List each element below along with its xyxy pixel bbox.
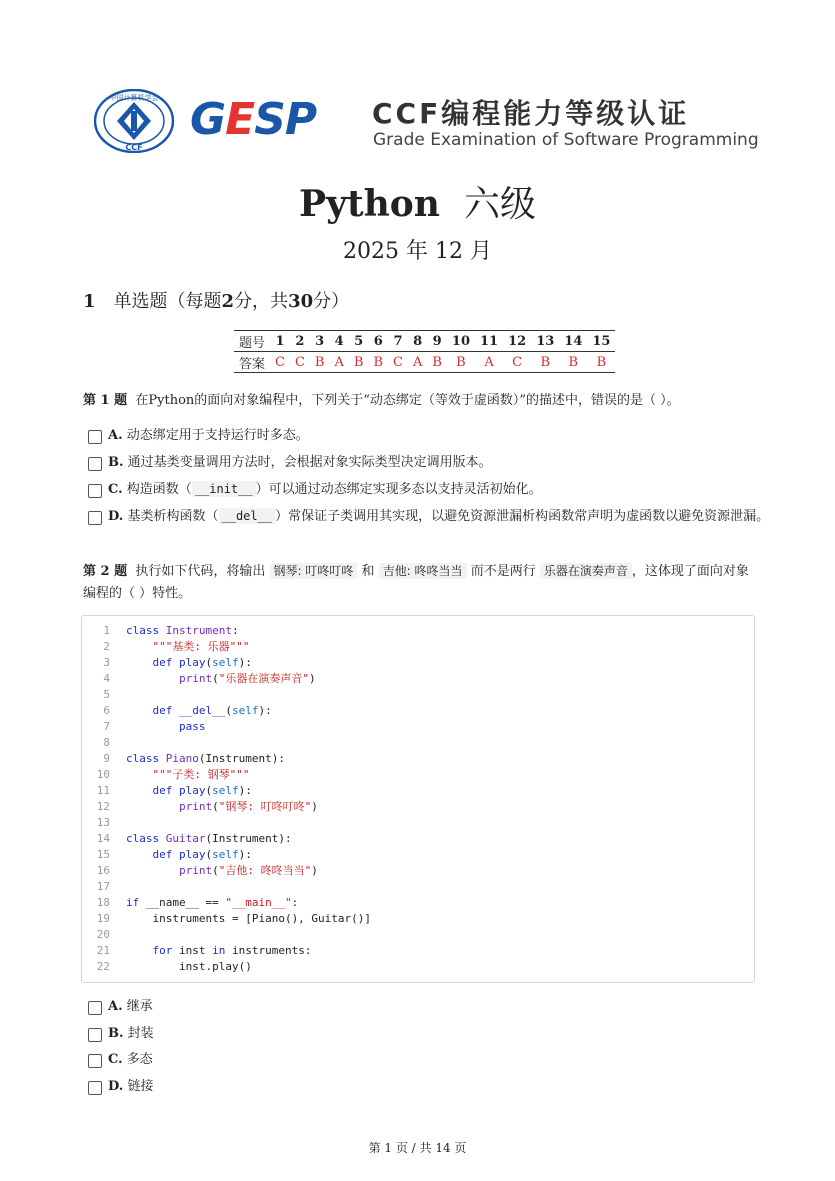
code-text: print("乐器在演奏声音") [178,672,316,685]
answer-table-num-cell: 12 [503,331,531,352]
code-line [82,783,754,799]
answer-table-ans-cell: B [368,352,388,373]
q2-option-b[interactable]: B. 封装 [88,1023,776,1044]
answer-table-num-cell: 6 [368,331,388,352]
code-line [82,879,754,895]
svg-text:CCF: CCF [125,143,143,152]
answer-table-ans-cell: C [270,352,290,373]
answer-table-num-cell: 13 [531,331,559,352]
code-text: instruments = [Piano(), Guitar()] [126,912,372,925]
answer-table-ans-cell: C [290,352,310,373]
line-number: 18 [96,896,110,909]
line-number: 13 [96,816,110,829]
code-line [82,767,754,783]
exam-language: Python [299,183,440,225]
answer-table-ans-cell: C [388,352,408,373]
answer-table-num-cell: 7 [388,331,408,352]
code-line [82,671,754,687]
code-line [82,959,754,975]
code-text: def play(self): [152,848,252,861]
answer-table-ans-cell: B [531,352,559,373]
code-line [82,623,754,639]
question-2: 第 2 题 执行如下代码，将输出 钢琴: 叮咚叮咚 和 吉他: 咚咚当当 而不是两行 乐器在演奏声音 ，这体现了面向对象编程的（ ）特性。 [83,564,749,601]
code-text: def __del__(self): [152,704,272,717]
section-number: 1 [83,291,96,312]
code-line [82,703,754,719]
answer-table-num-cell: 2 [290,331,310,352]
brand-title-en: Grade Examination of Software Programming [373,130,759,150]
code-block [81,615,755,983]
page-footer: 第 1 页 / 共 14 页 [368,1141,467,1155]
line-number: 15 [96,848,110,861]
code-line [82,895,754,911]
code-line [82,911,754,927]
checkbox[interactable] [88,430,102,444]
answer-table-num-cell: 1 [270,331,290,352]
line-number: 22 [96,960,110,973]
answer-table [234,330,615,373]
exam-date: 2025 年 12 月 [343,239,492,264]
answer-table-ans-cell: B [310,352,330,373]
inline-code: 吉他: 咚咚当当 [379,563,467,579]
line-number: 14 [96,832,110,845]
line-number: 2 [103,640,110,653]
line-number: 20 [96,928,110,941]
checkbox[interactable] [88,1028,102,1042]
answer-table-ans-cell: B [559,352,587,373]
code-text: def play(self): [152,656,252,669]
q2-option-d[interactable]: D. 链接 [88,1076,776,1097]
exam-title [0,176,835,227]
answer-table-ans-cell: B [349,352,369,373]
ccf-logo [94,89,174,153]
code-line [82,639,754,655]
code-text: class Piano(Instrument): [126,752,285,765]
q1-option-a[interactable]: A. 动态绑定用于支持运行时多态。 [88,425,776,446]
line-number: 8 [103,736,110,749]
answer-table-ans-cell: C [503,352,531,373]
line-number: 16 [96,864,110,877]
answer-table-ans-cell: B [587,352,615,373]
line-number: 10 [96,768,110,781]
checkbox[interactable] [88,511,102,525]
answer-table-num-cell: 4 [329,331,348,352]
line-number: 21 [96,944,110,957]
answer-table-ans-cell: A [329,352,348,373]
line-number: 4 [103,672,110,685]
code-text: def play(self): [152,784,252,797]
line-number: 5 [103,688,110,701]
code-text: print("钢琴: 叮咚叮咚") [178,800,318,813]
checkbox[interactable] [88,1081,102,1095]
inline-code: 钢琴: 叮咚叮咚 [270,563,358,579]
question-label: 第 1 题 [83,393,128,408]
code-lines [82,623,754,975]
line-number: 9 [103,752,110,765]
code-text: print("吉他: 咚咚当当") [178,864,318,877]
svg-text:中国计算机学会: 中国计算机学会 [109,94,159,102]
code-line [82,719,754,735]
code-line [82,799,754,815]
code-line [82,687,754,703]
code-text: """子类: 钢琴""" [152,768,250,781]
question-1 [83,390,753,412]
section-heading: 1 单选题（每题2分，共30分） [83,291,350,312]
answer-table-ans-cell: B [447,352,475,373]
q1-option-d[interactable]: D. 基类析构函数（ __del__ ）常保证子类调用其实现，以避免资源泄漏析构函数常声明为虚函数以避免资源泄漏。 [88,506,776,527]
inline-code: __init__ [192,481,256,497]
line-number: 17 [96,880,110,893]
question-text: 在Python的面向对象编程中，下列关于“动态绑定（等效于虚函数）”的描述中，错误的是（ ）。 [135,393,680,408]
exam-level: 六级 [463,184,536,225]
answer-table-num-label: 题号 [234,331,270,352]
answer-table-num-cell: 15 [587,331,615,352]
checkbox[interactable] [88,484,102,498]
line-number: 19 [96,912,110,925]
answer-table-num-cell: 11 [475,331,503,352]
inline-code: 乐器在演奏声音 [540,563,632,579]
answer-table-num-cell: 5 [349,331,369,352]
answer-table-ans-cell: A [475,352,503,373]
checkbox[interactable] [88,457,102,471]
line-number: 6 [103,704,110,717]
code-line [82,847,754,863]
answer-table-num-cell: 14 [559,331,587,352]
line-number: 1 [103,624,110,637]
q1-option-b[interactable]: B. 通过基类变量调用方法时，会根据对象实际类型决定调用版本。 [88,452,776,473]
code-text: for inst in instruments: [152,944,312,957]
question-label: 第 2 题 [83,564,128,579]
q2-option-c[interactable]: C. 多态 [88,1049,776,1070]
code-text: pass [178,720,206,733]
answer-table-ans-label: 答案 [234,352,270,373]
code-line [82,831,754,847]
brand-title-cn: CCF编程能力等级认证 [372,97,690,130]
line-number: 11 [96,784,110,797]
code-line [82,927,754,943]
answer-table-ans-cell: B [427,352,447,373]
code-line [82,943,754,959]
code-line [82,735,754,751]
gesp-logo: GESP [190,94,317,145]
line-number: 3 [103,656,110,669]
answer-table-num-cell: 9 [427,331,447,352]
code-text: inst.play() [126,960,252,973]
answer-table-ans-cell: A [408,352,427,373]
code-text: class Instrument: [126,624,239,637]
checkbox[interactable] [88,1054,102,1068]
code-line [82,815,754,831]
answer-table-num-cell: 10 [447,331,475,352]
answer-table-num-cell: 8 [408,331,427,352]
code-text: """基类: 乐器""" [152,640,250,653]
q2-option-a[interactable]: A. 继承 [88,996,776,1017]
code-line [82,863,754,879]
code-line [82,655,754,671]
line-number: 7 [103,720,110,733]
code-text: class Guitar(Instrument): [126,832,292,845]
inline-code: __del__ [219,508,276,524]
answer-table-num-cell: 3 [310,331,330,352]
checkbox[interactable] [88,1001,102,1015]
q1-option-c[interactable]: C. 构造函数（ __init__ ）可以通过动态绑定实现多态以支持灵活初始化。 [88,479,776,500]
line-number: 12 [96,800,110,813]
code-line [82,751,754,767]
code-text: if __name__ == "__main__": [126,896,299,909]
